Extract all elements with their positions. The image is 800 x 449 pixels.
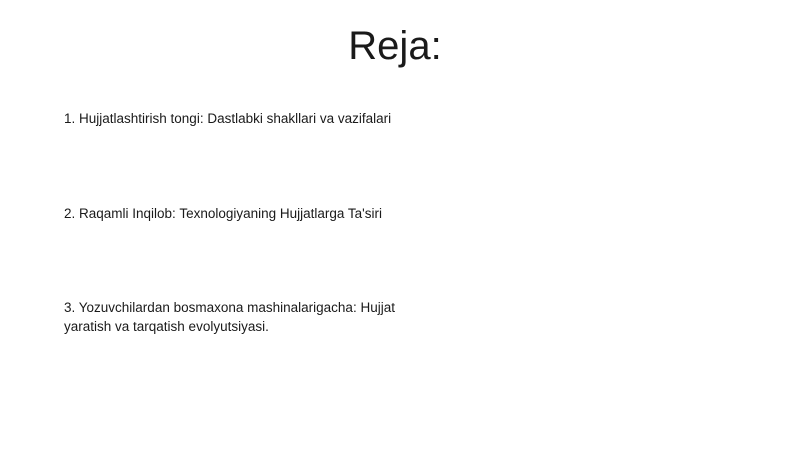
- slide-title: Reja:: [348, 24, 442, 68]
- agenda-item-3: 3. Yozuvchilardan bosmaxona mashinalarigacha: Hujjat yaratish va tarqatish evolyutsiyasi.: [64, 300, 395, 334]
- agenda-item-2: 2. Raqamli Inqilob: Texnologiyaning Hujjatlarga Ta'siri: [64, 206, 383, 221]
- agenda-item-1: 1. Hujjatlashtirish tongi: Dastlabki shakllari va vazifalari: [64, 111, 392, 126]
